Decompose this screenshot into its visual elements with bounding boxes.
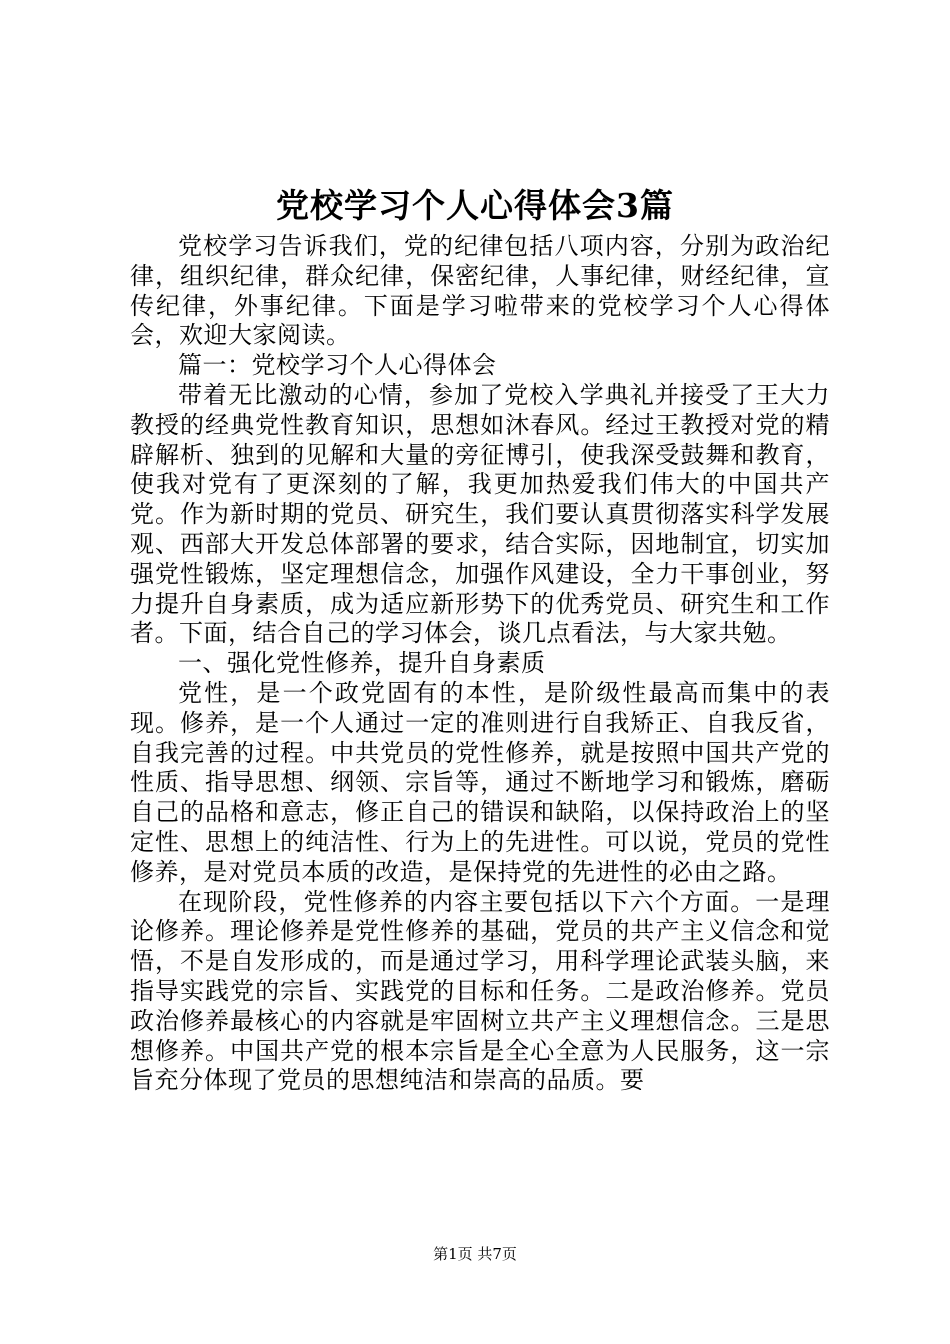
- paragraph-body-3: 在现阶段，党性修养的内容主要包括以下六个方面。一是理论修养。理论修养是党性修养的基础，党员的共产主义信念和觉悟，不是自发形成的，而是通过学习，用科学理论武装头脑，来指导实践党的宗旨、实践党的目标和任务。二是政治修养。党员政治修养最核心的内容就是牢固树立共产主义理想信念。三是思想修养。中国共产党的根本宗旨是全心全意为人民服务，这一宗旨充分体现了党员的思想纯洁和崇高的品质。要: [130, 887, 830, 1095]
- paragraph-body-1: 带着无比激动的心情，参加了党校入学典礼并接受了王大力教授的经典党性教育知识，思想如沐春风。经过王教授对党的精辟解析、独到的见解和大量的旁征博引，使我深受鼓舞和教育，使我对党有了更深刻的了解，我更加热爱我们伟大的中国共产党。作为新时期的党员、研究生，我们要认真贯彻落实科学发展观、西部大开发总体部署的要求，结合实际，因地制宜，切实加强党性锻炼，坚定理想信念，加强作风建设，全力干事创业，努力提升自身素质，成为适应新形势下的优秀党员、研究生和工作者。下面，结合自己的学习体会，谈几点看法，与大家共勉。: [130, 380, 830, 648]
- paragraph-intro: 党校学习告诉我们，党的纪律包括八项内容，分别为政治纪律，组织纪律，群众纪律，保密纪律，人事纪律，财经纪律，宣传纪律，外事纪律。下面是学习啦带来的党校学习个人心得体会，欢迎大家阅读。: [130, 232, 830, 350]
- page-number-footer: 第1页 共7页: [433, 1245, 517, 1263]
- paragraph-body-2: 党性，是一个政党固有的本性，是阶级性最高而集中的表现。修养，是一个人通过一定的准则进行自我矫正、自我反省，自我完善的过程。中共党员的党性修养，就是按照中国共产党的性质、指导思想、纲领、宗旨等，通过不断地学习和锻炼，磨砺自己的品格和意志，修正自己的错误和缺陷，以保持政治上的坚定性、思想上的纯洁性、行为上的先进性。可以说，党员的党性修养，是对党员本质的改造，是保持党的先进性的必由之路。: [130, 678, 830, 886]
- paragraph-subheading-1: 一、强化党性修养，提升自身素质: [178, 649, 546, 678]
- paragraph-section-heading-1: 篇一：党校学习个人心得体会: [178, 351, 497, 380]
- document-title: 党校学习个人心得体会3篇: [276, 186, 674, 225]
- document-body: [130, 232, 830, 1096]
